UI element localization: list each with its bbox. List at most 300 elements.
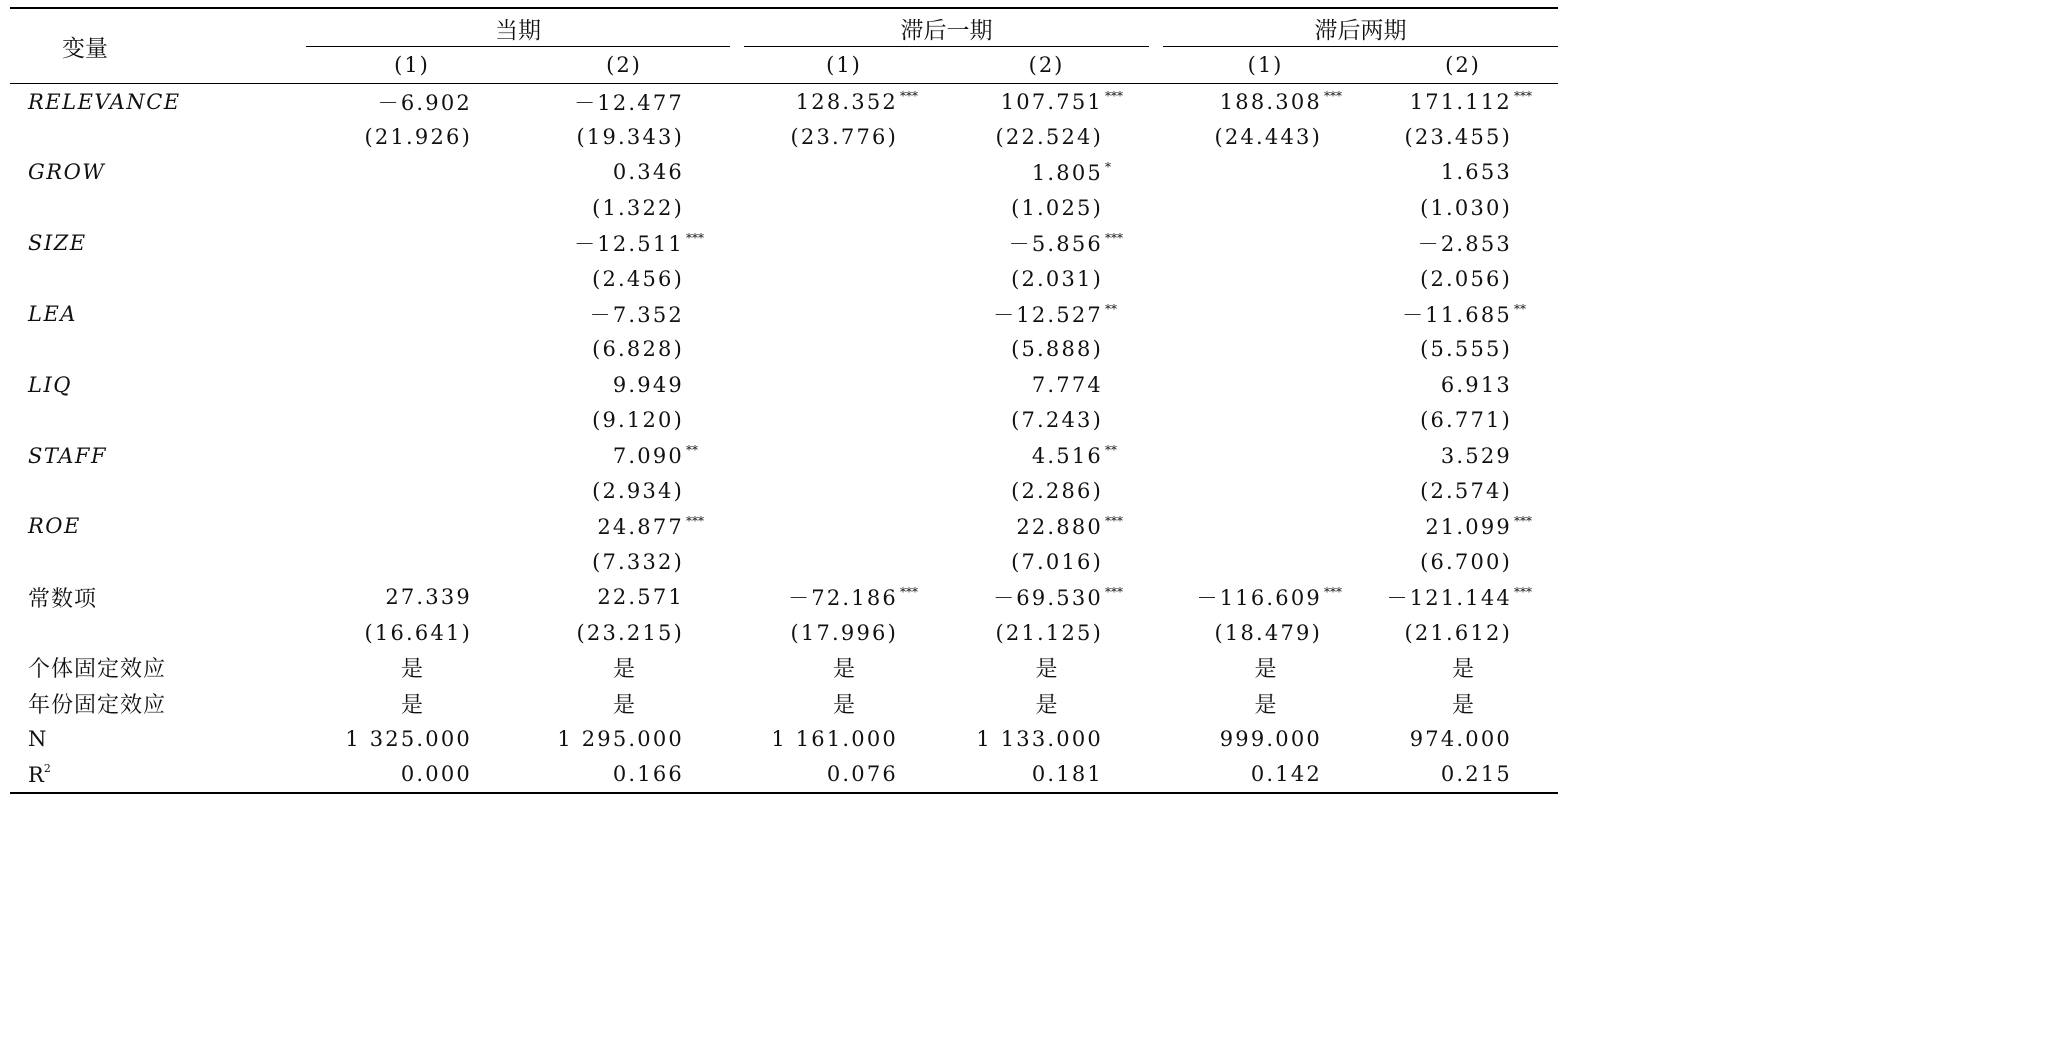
value-text: (24.443) bbox=[1214, 125, 1322, 150]
value-cell bbox=[1163, 261, 1368, 296]
value-cell bbox=[1163, 721, 1368, 756]
value-cell bbox=[944, 226, 1149, 261]
column-gap bbox=[1149, 438, 1163, 473]
variable-label bbox=[10, 509, 306, 544]
column-gap bbox=[730, 650, 744, 685]
value-cell bbox=[306, 509, 518, 544]
column-gap bbox=[1149, 47, 1163, 84]
significance-stars: *** bbox=[1514, 585, 1532, 600]
table-row bbox=[10, 509, 1558, 544]
value-text: (6.700) bbox=[1420, 549, 1512, 574]
value-text: (21.926) bbox=[364, 125, 472, 150]
value-cell bbox=[1163, 473, 1368, 508]
value-text: (18.479) bbox=[1214, 620, 1322, 645]
significance-stars: ** bbox=[1514, 302, 1526, 317]
value-text: 22.571 bbox=[597, 585, 684, 610]
value-cell bbox=[1368, 84, 1558, 120]
variable-label-text: R bbox=[28, 762, 44, 787]
column-gap bbox=[730, 155, 744, 190]
group-underline-current bbox=[306, 46, 730, 47]
value-text: (2.031) bbox=[1011, 266, 1103, 291]
value-cell bbox=[1163, 544, 1368, 579]
significance-stars: *** bbox=[686, 231, 704, 246]
variable-label bbox=[10, 332, 306, 367]
group-header-current bbox=[306, 8, 730, 47]
value-text: 1 295.000 bbox=[557, 726, 684, 751]
value-cell bbox=[306, 756, 518, 792]
value-cell bbox=[518, 84, 730, 120]
value-text: 0.000 bbox=[400, 762, 472, 787]
significance-stars: ** bbox=[686, 443, 698, 458]
value-cell bbox=[1368, 155, 1558, 190]
value-cell bbox=[518, 579, 730, 614]
value-cell bbox=[1163, 686, 1368, 721]
value-text: －12.527 bbox=[993, 303, 1103, 328]
variable-label-text: STAFF bbox=[28, 443, 108, 468]
value-cell bbox=[1368, 296, 1558, 331]
table-row bbox=[10, 615, 1558, 650]
table-row bbox=[10, 544, 1558, 579]
value-text: 24.877 bbox=[597, 514, 684, 539]
value-cell bbox=[1368, 438, 1558, 473]
value-text: 9.949 bbox=[612, 372, 684, 397]
table-row bbox=[10, 579, 1558, 614]
table-row bbox=[10, 438, 1558, 473]
value-cell bbox=[744, 155, 944, 190]
column-gap bbox=[730, 756, 744, 792]
table-row bbox=[10, 84, 1558, 120]
value-text: 是 bbox=[1451, 657, 1474, 683]
value-cell bbox=[944, 579, 1149, 614]
table-row bbox=[10, 756, 1558, 792]
column-gap bbox=[1149, 119, 1163, 154]
value-cell bbox=[1163, 403, 1368, 438]
value-cell bbox=[1163, 332, 1368, 367]
value-cell bbox=[518, 226, 730, 261]
value-text: 0.076 bbox=[826, 762, 898, 787]
column-gap bbox=[1149, 403, 1163, 438]
variable-label bbox=[10, 473, 306, 508]
column-gap bbox=[730, 544, 744, 579]
column-gap bbox=[730, 119, 744, 154]
variable-label bbox=[10, 296, 306, 331]
value-text: 7.090 bbox=[612, 444, 684, 469]
table-body bbox=[10, 84, 1558, 793]
superscript: 2 bbox=[43, 761, 51, 775]
value-cell bbox=[1368, 756, 1558, 792]
value-cell bbox=[306, 84, 518, 120]
table-row bbox=[10, 261, 1558, 296]
value-text: 999.000 bbox=[1219, 726, 1322, 751]
column-gap bbox=[730, 579, 744, 614]
variable-label bbox=[10, 756, 306, 792]
value-text: 171.112 bbox=[1409, 90, 1512, 115]
value-text: 188.308 bbox=[1219, 90, 1322, 115]
significance-stars: *** bbox=[1105, 585, 1123, 600]
value-cell bbox=[518, 155, 730, 190]
regression-table bbox=[10, 7, 1558, 794]
value-cell bbox=[1368, 721, 1558, 756]
value-text: 是 bbox=[1451, 692, 1474, 718]
value-cell bbox=[1368, 473, 1558, 508]
column-gap bbox=[1149, 261, 1163, 296]
column-gap bbox=[730, 438, 744, 473]
column-gap bbox=[1149, 721, 1163, 756]
column-gap bbox=[1149, 296, 1163, 331]
value-text: 0.166 bbox=[612, 762, 684, 787]
value-cell bbox=[944, 261, 1149, 296]
value-text: (9.120) bbox=[592, 408, 684, 433]
value-cell bbox=[1368, 226, 1558, 261]
value-cell bbox=[1163, 509, 1368, 544]
value-cell bbox=[744, 367, 944, 402]
value-text: (2.574) bbox=[1420, 478, 1512, 503]
value-cell bbox=[518, 756, 730, 792]
value-text: －121.144 bbox=[1386, 586, 1512, 611]
value-text: 27.339 bbox=[385, 585, 472, 610]
value-text: (5.555) bbox=[1420, 337, 1512, 362]
value-cell bbox=[944, 84, 1149, 120]
value-cell bbox=[744, 509, 944, 544]
column-gap bbox=[1149, 155, 1163, 190]
value-cell bbox=[1368, 332, 1558, 367]
value-cell bbox=[1163, 367, 1368, 402]
value-cell bbox=[306, 296, 518, 331]
value-text: 1 325.000 bbox=[345, 726, 472, 751]
value-cell bbox=[944, 155, 1149, 190]
value-cell bbox=[1368, 261, 1558, 296]
value-cell bbox=[944, 544, 1149, 579]
value-cell bbox=[518, 190, 730, 225]
value-text: －5.856 bbox=[1008, 232, 1103, 257]
column-gap bbox=[730, 721, 744, 756]
group-gap bbox=[730, 8, 744, 47]
value-cell bbox=[306, 686, 518, 721]
variable-label bbox=[10, 438, 306, 473]
table-row bbox=[10, 686, 1558, 721]
value-cell bbox=[1163, 226, 1368, 261]
significance-stars: *** bbox=[1514, 89, 1532, 104]
value-cell bbox=[518, 650, 730, 685]
significance-stars: ** bbox=[1105, 302, 1117, 317]
group-underline-lag2 bbox=[1163, 46, 1558, 47]
value-cell bbox=[1368, 579, 1558, 614]
value-text: 4.516 bbox=[1031, 444, 1103, 469]
variable-label bbox=[10, 403, 306, 438]
significance-stars: *** bbox=[900, 89, 918, 104]
column-gap bbox=[1149, 544, 1163, 579]
column-gap bbox=[1149, 226, 1163, 261]
value-text: －116.609 bbox=[1196, 586, 1322, 611]
column-gap bbox=[1149, 686, 1163, 721]
variable-label bbox=[10, 155, 306, 190]
group-header-lag2-label: 滞后两期 bbox=[1314, 17, 1407, 44]
value-cell bbox=[306, 332, 518, 367]
variable-label-text: GROW bbox=[28, 160, 106, 185]
column-gap bbox=[730, 509, 744, 544]
value-cell bbox=[744, 261, 944, 296]
value-cell bbox=[944, 367, 1149, 402]
significance-stars: *** bbox=[1514, 513, 1532, 528]
variable-label bbox=[10, 579, 306, 614]
column-gap bbox=[1149, 367, 1163, 402]
column-gap bbox=[1149, 756, 1163, 792]
value-cell bbox=[518, 686, 730, 721]
value-cell bbox=[306, 367, 518, 402]
group-underline-lag1 bbox=[744, 46, 1149, 47]
value-text: 是 bbox=[400, 692, 423, 718]
value-cell bbox=[944, 403, 1149, 438]
column-gap bbox=[730, 296, 744, 331]
value-text: 0.181 bbox=[1031, 762, 1103, 787]
value-text: 1 161.000 bbox=[771, 726, 898, 751]
value-cell bbox=[944, 650, 1149, 685]
value-cell bbox=[306, 473, 518, 508]
value-cell bbox=[1368, 190, 1558, 225]
value-text: －12.511 bbox=[574, 232, 684, 257]
variable-label-text: LEA bbox=[28, 302, 77, 327]
value-cell bbox=[518, 367, 730, 402]
value-cell bbox=[944, 509, 1149, 544]
table-row bbox=[10, 190, 1558, 225]
value-cell bbox=[944, 756, 1149, 792]
variable-label bbox=[10, 190, 306, 225]
column-gap bbox=[730, 367, 744, 402]
column-header: (1) bbox=[744, 47, 944, 84]
value-text: －2.853 bbox=[1417, 232, 1512, 257]
table-row bbox=[10, 650, 1558, 685]
group-gap bbox=[1149, 8, 1163, 47]
value-text: (17.996) bbox=[790, 620, 898, 645]
variable-label bbox=[10, 226, 306, 261]
value-text: 是 bbox=[1035, 692, 1058, 718]
value-text: 是 bbox=[400, 657, 423, 683]
value-text: (2.286) bbox=[1011, 478, 1103, 503]
value-cell bbox=[1368, 650, 1558, 685]
value-cell bbox=[744, 721, 944, 756]
column-gap bbox=[1149, 509, 1163, 544]
column-header: (2) bbox=[1368, 47, 1558, 84]
value-text: (7.016) bbox=[1011, 549, 1103, 574]
value-cell bbox=[1163, 84, 1368, 120]
group-header-current-label: 当期 bbox=[495, 17, 541, 44]
value-text: －72.186 bbox=[788, 586, 898, 611]
value-cell bbox=[1368, 119, 1558, 154]
value-text: 是 bbox=[1254, 657, 1277, 683]
column-gap bbox=[730, 615, 744, 650]
value-cell bbox=[1368, 544, 1558, 579]
value-cell bbox=[1163, 119, 1368, 154]
value-cell bbox=[744, 226, 944, 261]
value-text: (23.455) bbox=[1404, 125, 1512, 150]
variable-label-text: 个体固定效应 bbox=[28, 657, 167, 683]
column-gap bbox=[730, 190, 744, 225]
value-cell bbox=[744, 579, 944, 614]
group-header-lag2 bbox=[1163, 8, 1558, 47]
value-text: (1.025) bbox=[1011, 195, 1103, 220]
value-cell bbox=[1163, 756, 1368, 792]
value-cell bbox=[1163, 296, 1368, 331]
value-text: 22.880 bbox=[1016, 514, 1103, 539]
value-cell bbox=[944, 438, 1149, 473]
column-gap bbox=[730, 226, 744, 261]
value-text: (6.771) bbox=[1420, 408, 1512, 433]
column-gap bbox=[1149, 190, 1163, 225]
value-cell bbox=[1368, 403, 1558, 438]
value-text: －7.352 bbox=[589, 303, 684, 328]
column-gap bbox=[730, 84, 744, 120]
value-cell bbox=[944, 473, 1149, 508]
value-cell bbox=[1163, 190, 1368, 225]
significance-stars: *** bbox=[900, 585, 918, 600]
table-row bbox=[10, 367, 1558, 402]
value-cell bbox=[306, 721, 518, 756]
significance-stars: *** bbox=[1324, 585, 1342, 600]
variable-label bbox=[10, 686, 306, 721]
value-text: 1.653 bbox=[1440, 160, 1512, 185]
variable-label bbox=[10, 615, 306, 650]
column-gap bbox=[1149, 579, 1163, 614]
value-cell bbox=[1368, 615, 1558, 650]
column-gap bbox=[1149, 332, 1163, 367]
variable-header: 变量 bbox=[10, 8, 306, 84]
value-cell bbox=[1163, 155, 1368, 190]
column-gap bbox=[730, 473, 744, 508]
value-text: －69.530 bbox=[993, 586, 1103, 611]
value-text: 0.215 bbox=[1440, 762, 1512, 787]
value-cell bbox=[1368, 686, 1558, 721]
column-gap bbox=[1149, 84, 1163, 120]
table-row bbox=[10, 403, 1558, 438]
value-cell bbox=[518, 261, 730, 296]
value-text: 3.529 bbox=[1440, 443, 1512, 468]
value-text: 是 bbox=[1035, 657, 1058, 683]
value-cell bbox=[306, 119, 518, 154]
table-row bbox=[10, 473, 1558, 508]
value-text: (16.641) bbox=[364, 620, 472, 645]
variable-label-text: 常数项 bbox=[28, 586, 98, 612]
value-cell bbox=[944, 615, 1149, 650]
group-header-lag1-label: 滞后一期 bbox=[900, 17, 993, 44]
value-cell bbox=[518, 332, 730, 367]
table-row bbox=[10, 721, 1558, 756]
value-cell bbox=[518, 615, 730, 650]
value-cell bbox=[518, 473, 730, 508]
value-text: 128.352 bbox=[795, 90, 898, 115]
value-text: (19.343) bbox=[576, 125, 684, 150]
value-cell bbox=[1163, 650, 1368, 685]
variable-label bbox=[10, 544, 306, 579]
column-gap bbox=[1149, 615, 1163, 650]
value-cell bbox=[744, 544, 944, 579]
value-text: 是 bbox=[832, 692, 855, 718]
table-row bbox=[10, 296, 1558, 331]
variable-label bbox=[10, 261, 306, 296]
value-cell bbox=[744, 756, 944, 792]
table-row bbox=[10, 226, 1558, 261]
value-text: (5.888) bbox=[1011, 337, 1103, 362]
value-cell bbox=[744, 650, 944, 685]
value-cell bbox=[744, 296, 944, 331]
value-text: 1.805 bbox=[1031, 160, 1103, 185]
column-gap bbox=[730, 332, 744, 367]
value-text: (7.332) bbox=[592, 549, 684, 574]
column-gap bbox=[1149, 473, 1163, 508]
column-header: (1) bbox=[1163, 47, 1368, 84]
value-text: (22.524) bbox=[995, 125, 1103, 150]
value-text: －11.685 bbox=[1402, 303, 1512, 328]
value-text: (2.934) bbox=[592, 478, 684, 503]
value-text: 107.751 bbox=[1000, 90, 1103, 115]
value-cell bbox=[518, 296, 730, 331]
value-cell bbox=[744, 403, 944, 438]
value-cell bbox=[518, 119, 730, 154]
value-text: (1.030) bbox=[1420, 195, 1512, 220]
value-cell bbox=[306, 190, 518, 225]
value-cell bbox=[744, 686, 944, 721]
value-cell bbox=[944, 686, 1149, 721]
value-cell bbox=[1163, 438, 1368, 473]
variable-label bbox=[10, 119, 306, 154]
table-row bbox=[10, 119, 1558, 154]
value-text: (1.322) bbox=[592, 195, 684, 220]
value-text: 974.000 bbox=[1409, 726, 1512, 751]
value-text: 是 bbox=[612, 692, 635, 718]
value-text: 6.913 bbox=[1440, 372, 1512, 397]
value-text: 是 bbox=[1254, 692, 1277, 718]
value-cell bbox=[518, 438, 730, 473]
value-cell bbox=[1368, 509, 1558, 544]
value-text: (23.215) bbox=[576, 620, 684, 645]
value-cell bbox=[306, 544, 518, 579]
value-text: (2.056) bbox=[1420, 266, 1512, 291]
variable-label bbox=[10, 367, 306, 402]
value-cell bbox=[944, 296, 1149, 331]
value-cell bbox=[744, 332, 944, 367]
significance-stars: *** bbox=[1105, 513, 1123, 528]
value-text: 是 bbox=[832, 657, 855, 683]
value-cell bbox=[306, 438, 518, 473]
column-gap bbox=[730, 261, 744, 296]
value-cell bbox=[306, 155, 518, 190]
value-text: 是 bbox=[612, 657, 635, 683]
value-cell bbox=[744, 473, 944, 508]
value-text: －12.477 bbox=[574, 90, 684, 115]
value-cell bbox=[518, 544, 730, 579]
value-cell bbox=[744, 84, 944, 120]
value-cell bbox=[744, 190, 944, 225]
value-cell bbox=[944, 119, 1149, 154]
column-gap bbox=[730, 403, 744, 438]
column-gap bbox=[730, 686, 744, 721]
group-header-lag1 bbox=[744, 8, 1149, 47]
variable-label-text: N bbox=[28, 726, 47, 751]
value-cell bbox=[944, 332, 1149, 367]
table-row bbox=[10, 332, 1558, 367]
variable-label-text: SIZE bbox=[28, 231, 87, 256]
table-row bbox=[10, 155, 1558, 190]
value-cell bbox=[744, 438, 944, 473]
regression-table-container bbox=[10, 7, 1558, 794]
column-gap bbox=[1149, 650, 1163, 685]
value-cell bbox=[306, 261, 518, 296]
value-cell bbox=[744, 119, 944, 154]
significance-stars: * bbox=[1105, 159, 1111, 174]
value-cell bbox=[1163, 615, 1368, 650]
significance-stars: *** bbox=[1105, 231, 1123, 246]
column-header: (1) bbox=[306, 47, 518, 84]
variable-label-text: ROE bbox=[28, 514, 81, 539]
